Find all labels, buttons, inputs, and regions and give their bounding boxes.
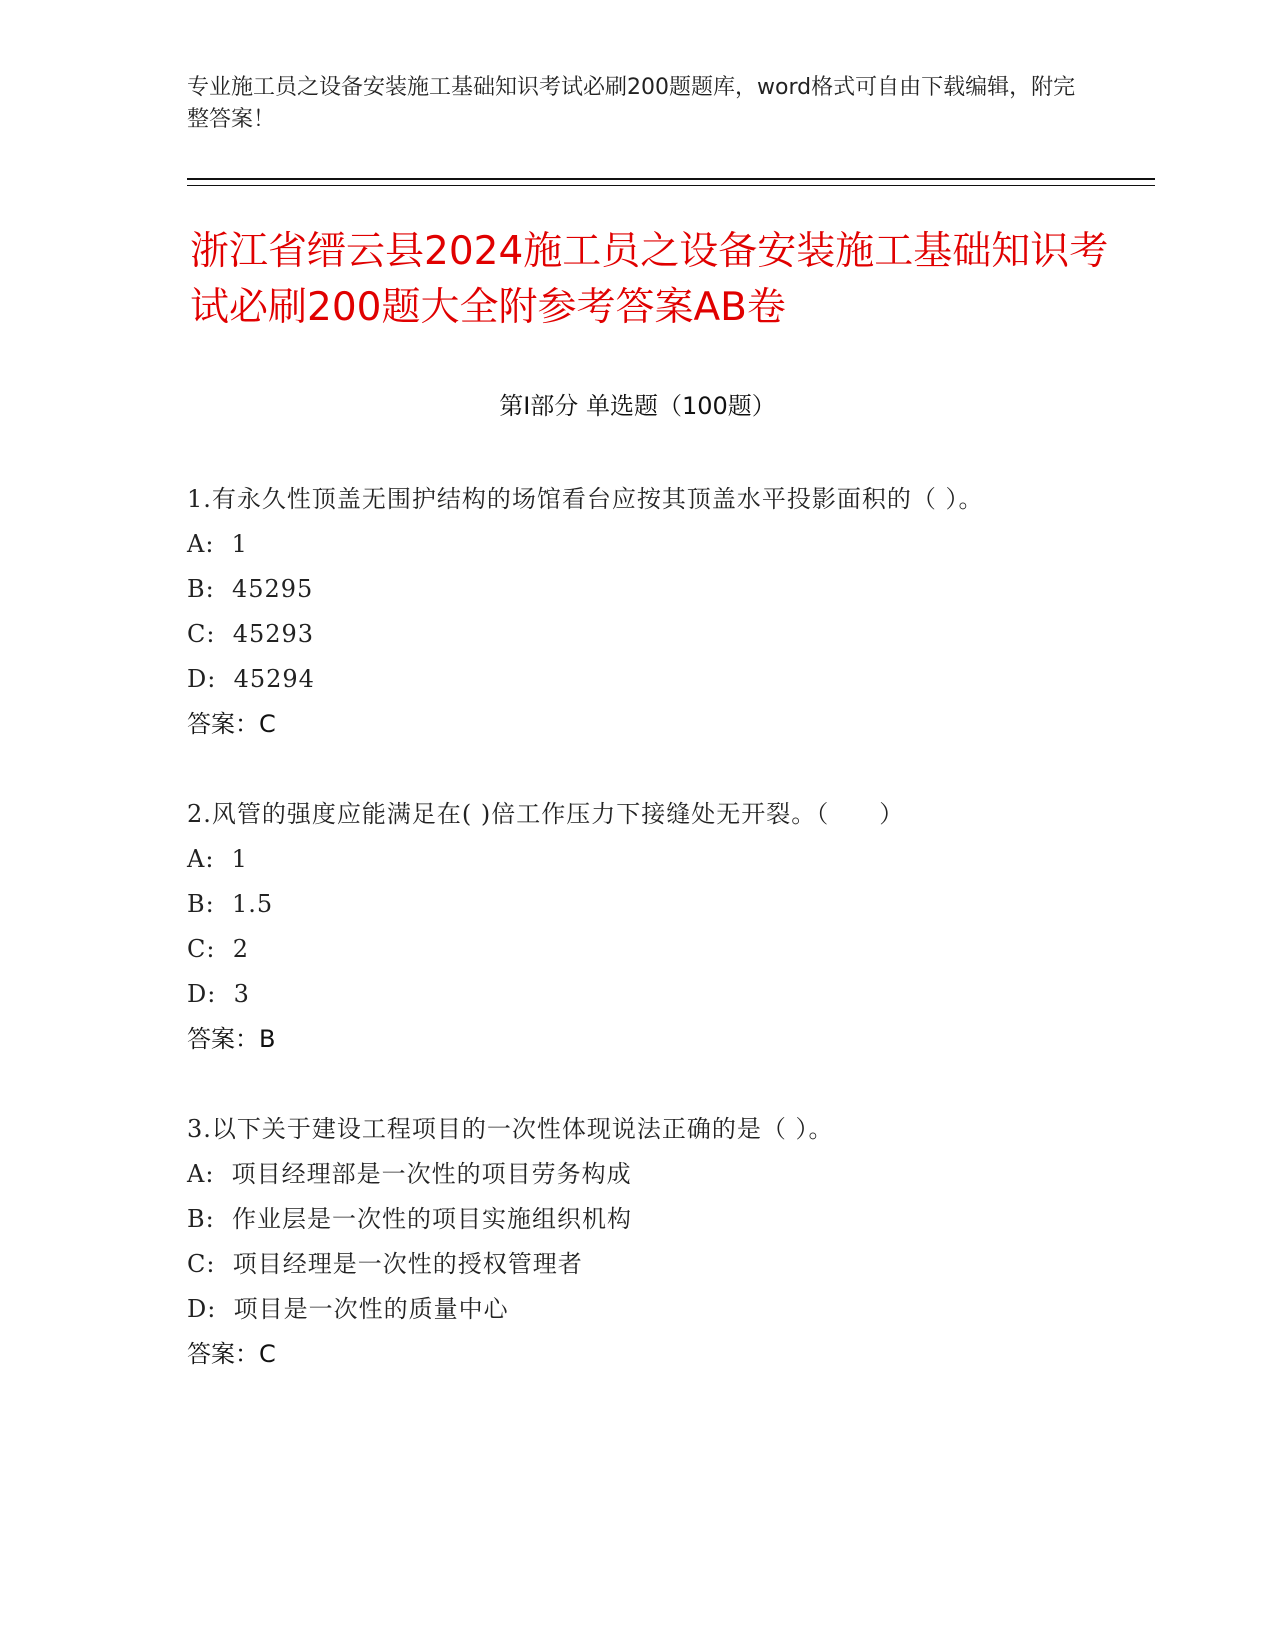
question-spacer	[187, 1062, 1067, 1107]
option-a: A: 项目经理部是一次性的项目劳务构成	[187, 1160, 632, 1188]
option-a: A: 1	[187, 845, 248, 873]
question-stem: 3.以下关于建设工程项目的一次性体现说法正确的是（ ）。	[187, 1115, 834, 1143]
question-answer: 答案：C	[187, 1340, 276, 1368]
question-spacer	[187, 747, 1067, 792]
question-answer: 答案：C	[187, 710, 276, 738]
question-stem: 2.风管的强度应能满足在( )倍工作压力下接缝处无开裂。（ ）	[187, 800, 905, 828]
option-b: B: 45295	[187, 575, 314, 603]
option-d: D: 3	[187, 980, 250, 1008]
question-1	[187, 477, 1067, 747]
question-answer: 答案：B	[187, 1025, 276, 1053]
option-c: C: 项目经理是一次性的授权管理者	[187, 1250, 583, 1278]
header-note: 专业施工员之设备安装施工基础知识考试必刷200题题库，word格式可自由下载编辑，附完整答案！	[187, 75, 1076, 132]
document-title: 浙江省缙云县2024施工员之设备安装施工基础知识考试必刷200题大全附参考答案AB卷	[190, 229, 1109, 330]
option-c: C: 2	[187, 935, 249, 963]
option-d: D: 45294	[187, 665, 315, 693]
option-b: B: 作业层是一次性的项目实施组织机构	[187, 1205, 632, 1233]
header-divider-thin	[187, 185, 1155, 186]
header-divider-thick	[187, 178, 1155, 180]
question-2	[187, 792, 1067, 1062]
option-c: C: 45293	[187, 620, 315, 648]
option-a: A: 1	[187, 530, 248, 558]
question-list	[187, 477, 1067, 1377]
question-stem: 1.有永久性顶盖无围护结构的场馆看台应按其顶盖水平投影面积的（ ）。	[187, 485, 984, 513]
option-b: B: 1.5	[187, 890, 274, 918]
section-heading: 第Ⅰ部分 单选题（100题）	[499, 392, 776, 420]
option-d: D: 项目是一次性的质量中心	[187, 1295, 509, 1323]
question-3	[187, 1107, 1067, 1377]
